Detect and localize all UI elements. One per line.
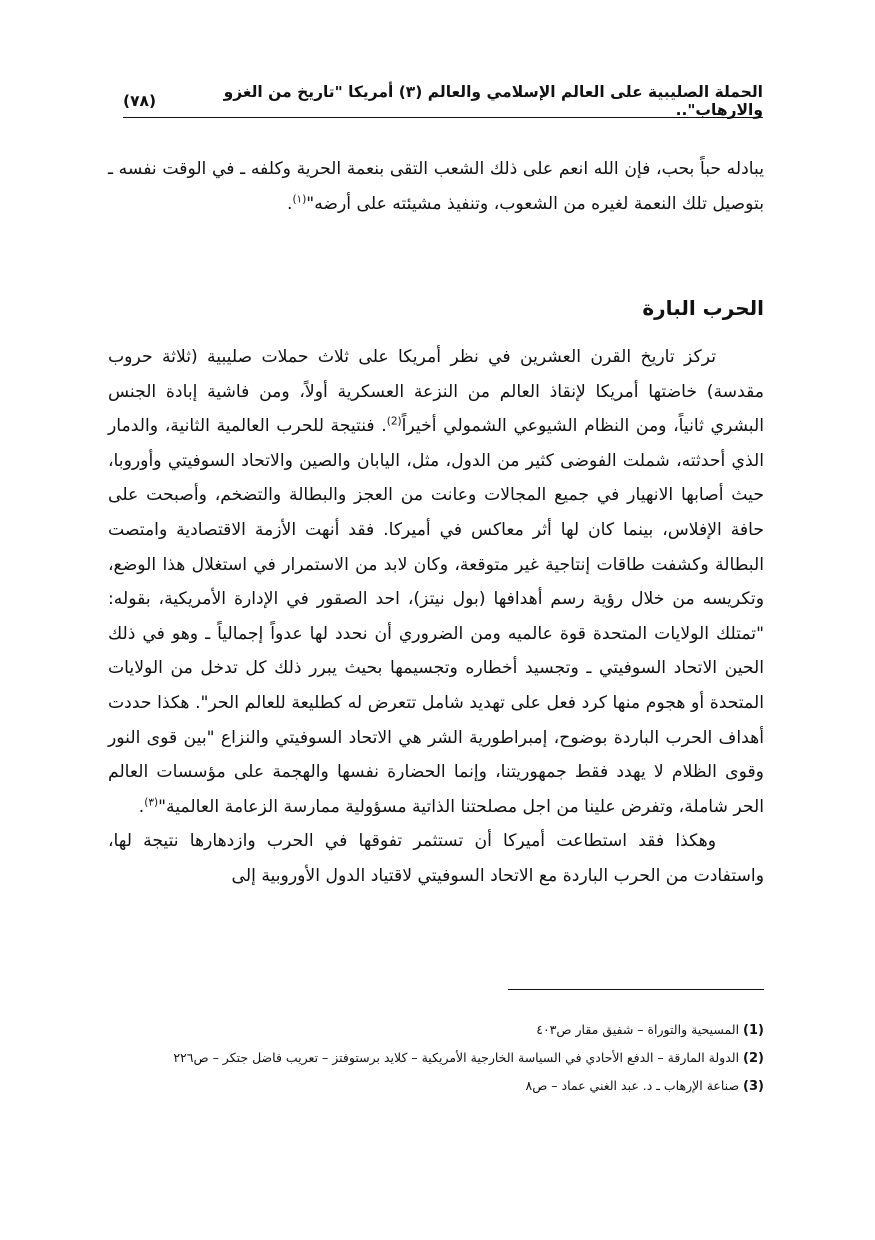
- page-number: (٧٨): [123, 92, 157, 110]
- header-title: الحملة الصليبية على العالم الإسلامي والعالم (٣) أمريكا "تاريخ من الغزو والارهاب"..: [223, 83, 763, 119]
- footnote-text: الدولة المارقة – الدفع الأحادي في السياسة الخارجية الأمريكية – كلايد برستوفتز – تعريب فاضل جتكر – ص٢٢٦: [173, 1050, 740, 1065]
- footnote-rule: [508, 989, 764, 990]
- footnote-mark: (1): [743, 1023, 764, 1038]
- footnotes: [108, 1016, 764, 1100]
- footnote-mark: (2): [743, 1051, 764, 1066]
- header-rule: [123, 117, 763, 118]
- intro-paragraph: [108, 152, 764, 221]
- footnote-item: [108, 1044, 764, 1072]
- footnote-item: [108, 1072, 764, 1100]
- main-text: [108, 340, 764, 894]
- paragraph-1-part-2: . فنتيجة للحرب العالمية الثانية، والدمار الذي أحدثته، شملت الفوضى كثير من الدول، مثل، اليابان والصين والاتحاد السوفيتي وأوروبا، حيث أصابها الانهيار في جميع المجالات وعانت من العجز والبطالة والتضخم، وأصبحت على حافة الإفلاس، بينما كان لها أثر معاكس في أميركا. فقد أنهت الأزمة الاقتصادية وامتصت البطالة وكشفت طاقات إنتاجية غير متوقعة، وكان لابد من الاستمرار في استغلال هذا الوضع، وتكريسه من خلال رؤية رسم أهدافها (بول نيتز)، احد الصقور في الإدارة الأمريكية، بقوله: "تمتلك الولايات المتحدة قوة عالميه ومن الضروري أن نحدد لها عدواً إجمالياً ـ وهو في ذلك الحين الاتحاد السوفيتي ـ وتجسيد أخطاره وتجسيمها بحيث يبرر ذلك كل تدخل من الولايات المتحدة أو هجوم منها كرد فعل على تهديد شامل تتعرض له كطليعة للعالم الحر". هكذا حددت أهداف الحرب الباردة بوضوح، إمبراطورية الشر هي الاتحاد السوفيتي والنزاع "بين قوى النور وقوى الظلام لا يهدد فقط جمهوريتنا، وإنما الحضارة نفسها والهجمة على مؤسسات العالم الحر شاملة، وتفرض علينا من اجل مصلحتنا الذاتية مسؤولية ممارسة الزعامة العالمية": [108, 416, 764, 817]
- footnote-ref-2[interactable]: (2): [386, 415, 402, 428]
- footnote-text: صناعة الإرهاب ـ د. عبد الغني عماد – ص٨: [525, 1078, 740, 1093]
- footnote-text: المسيحية والتوراة – شفيق مقار ص٤٠٣: [536, 1022, 740, 1037]
- footnote-mark: (3): [743, 1079, 764, 1094]
- intro-text: يبادله حباً بحب، فإن الله انعم على ذلك الشعب التقى بنعمة الحرية وكلفه ـ في الوقت نفسه ـ بتوصيل تلك النعمة لغيره من الشعوب، وتنفيذ مشيئته على أرضه": [108, 159, 764, 214]
- running-header: [123, 83, 763, 119]
- footnote-ref-3[interactable]: (٣): [144, 795, 159, 808]
- paragraph-2: وهكذا فقد استطاعت أميركا أن تستثمر تفوقها في الحرب وازدهارها نتيجة لها، واستفادت من الحرب الباردة مع الاتحاد السوفيتي لاقتياد الدول الأوروبية إلى: [108, 831, 764, 886]
- footnote-ref-1[interactable]: (١): [292, 192, 307, 205]
- paragraph-1-end: .: [138, 796, 145, 817]
- paragraph-1-part-1: تركز تاريخ القرن العشرين في نظر أمريكا على ثلاث حملات صليبية (ثلاثة حروب مقدسة) خاضتها أمريكا لإنقاذ العالم من النزعة العسكرية أولاً، ومن فاشية إبادة الجنس البشري ثانياً، ومن النظام الشيوعي الشمولي أخيراً: [108, 347, 764, 437]
- intro-end: .: [286, 193, 293, 214]
- paragraph-1: [108, 340, 764, 824]
- section-heading: الحرب البارة: [642, 296, 764, 320]
- footnote-item: [108, 1016, 764, 1044]
